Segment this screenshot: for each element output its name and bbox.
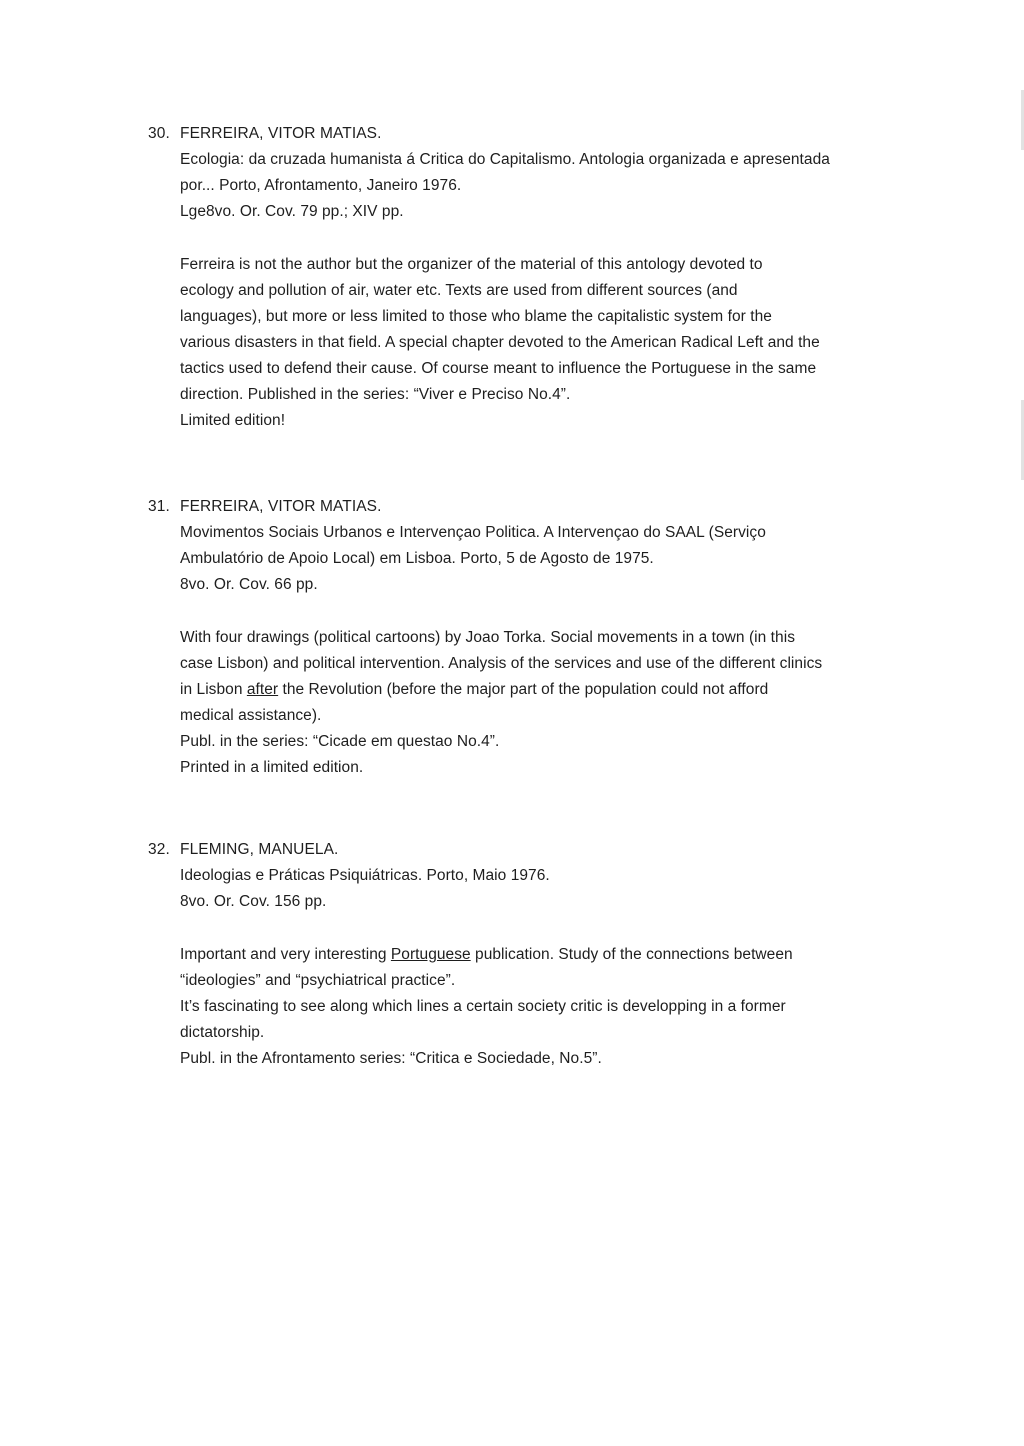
description-line (180, 942, 908, 968)
entry-heading (148, 837, 908, 863)
entry-body (180, 147, 908, 434)
description-line: languages), but more or less limited to those who blame the capitalistic system for the (180, 308, 772, 325)
entry-body (180, 520, 908, 781)
description-line: Publ. in the Afrontamento series: “Critica e Sociedade, No.5”. (180, 1050, 602, 1067)
description-text: Important and very interesting (180, 946, 391, 963)
description-line: ecology and pollution of air, water etc. Texts are used from different sources (and (180, 282, 738, 299)
description-line: tactics used to defend their cause. Of course meant to influence the Portuguese in the same (180, 360, 817, 377)
underlined-word: after (246, 681, 279, 698)
description-line: dictatorship. (180, 1024, 265, 1041)
description-line: Ferreira is not the author but the organizer of the material of this antology devoted to (180, 256, 763, 273)
description-line: medical assistance). (180, 707, 322, 724)
citation-line: Ambulatório de Apoio Local) em Lisboa. Porto, 5 de Agosto de 1975. (180, 550, 654, 567)
entry-heading (148, 121, 908, 147)
citation-line: Ideologias e Práticas Psiquiátricas. Porto, Maio 1976. (180, 867, 550, 884)
description-line: case Lisbon) and political intervention. Analysis of the services and use of the different clinics (180, 655, 823, 672)
description-text: the Revolution (before the major part of the population could not afford (278, 681, 769, 698)
citation-line: Movimentos Sociais Urbanos e Intervençao Politica. A Intervençao do SAAL (Serviço (180, 524, 766, 541)
entry-body (180, 863, 908, 1072)
catalog-entry-30 (148, 121, 908, 434)
citation-line: Ecologia: da cruzada humanista á Critica do Capitalismo. Antologia organizada e apresentada (180, 151, 830, 168)
entry-author: FERREIRA, VITOR MATIAS. (180, 498, 382, 515)
description-line: Printed in a limited edition. (180, 759, 364, 776)
entry-author: FERREIRA, VITOR MATIAS. (180, 125, 382, 142)
citation-line: por... Porto, Afrontamento, Janeiro 1976. (180, 177, 462, 194)
description-line (180, 677, 908, 703)
description-line: Limited edition! (180, 412, 286, 429)
entry-heading (148, 494, 908, 520)
description-line: Publ. in the series: “Cicade em questao No.4”. (180, 733, 500, 750)
description-line: direction. Published in the series: “Viver e Preciso No.4”. (180, 386, 571, 403)
citation-line: Lge8vo. Or. Cov. 79 pp.; XIV pp. (180, 203, 404, 220)
description-line: With four drawings (political cartoons) by Joao Torka. Social movements in a town (in this (180, 629, 796, 646)
citation-line: 8vo. Or. Cov. 66 pp. (180, 576, 318, 593)
description-text: in Lisbon (180, 681, 247, 698)
underlined-word: Portuguese (390, 946, 471, 963)
description-text: publication. Study of the connections between (470, 946, 793, 963)
description-line: It’s fascinating to see along which lines a certain society critic is developping in a former (180, 998, 786, 1015)
entry-number: 30. (148, 125, 170, 142)
description-line: various disasters in that field. A special chapter devoted to the American Radical Left and the (180, 334, 820, 351)
catalog-entry-31 (148, 494, 908, 781)
entry-number: 31. (148, 498, 170, 515)
description-line: “ideologies” and “psychiatrical practice”. (180, 972, 456, 989)
entry-author: FLEMING, MANUELA. (180, 841, 339, 858)
citation-line: 8vo. Or. Cov. 156 pp. (180, 893, 327, 910)
entry-number: 32. (148, 841, 170, 858)
catalog-entry-32 (148, 837, 908, 1072)
